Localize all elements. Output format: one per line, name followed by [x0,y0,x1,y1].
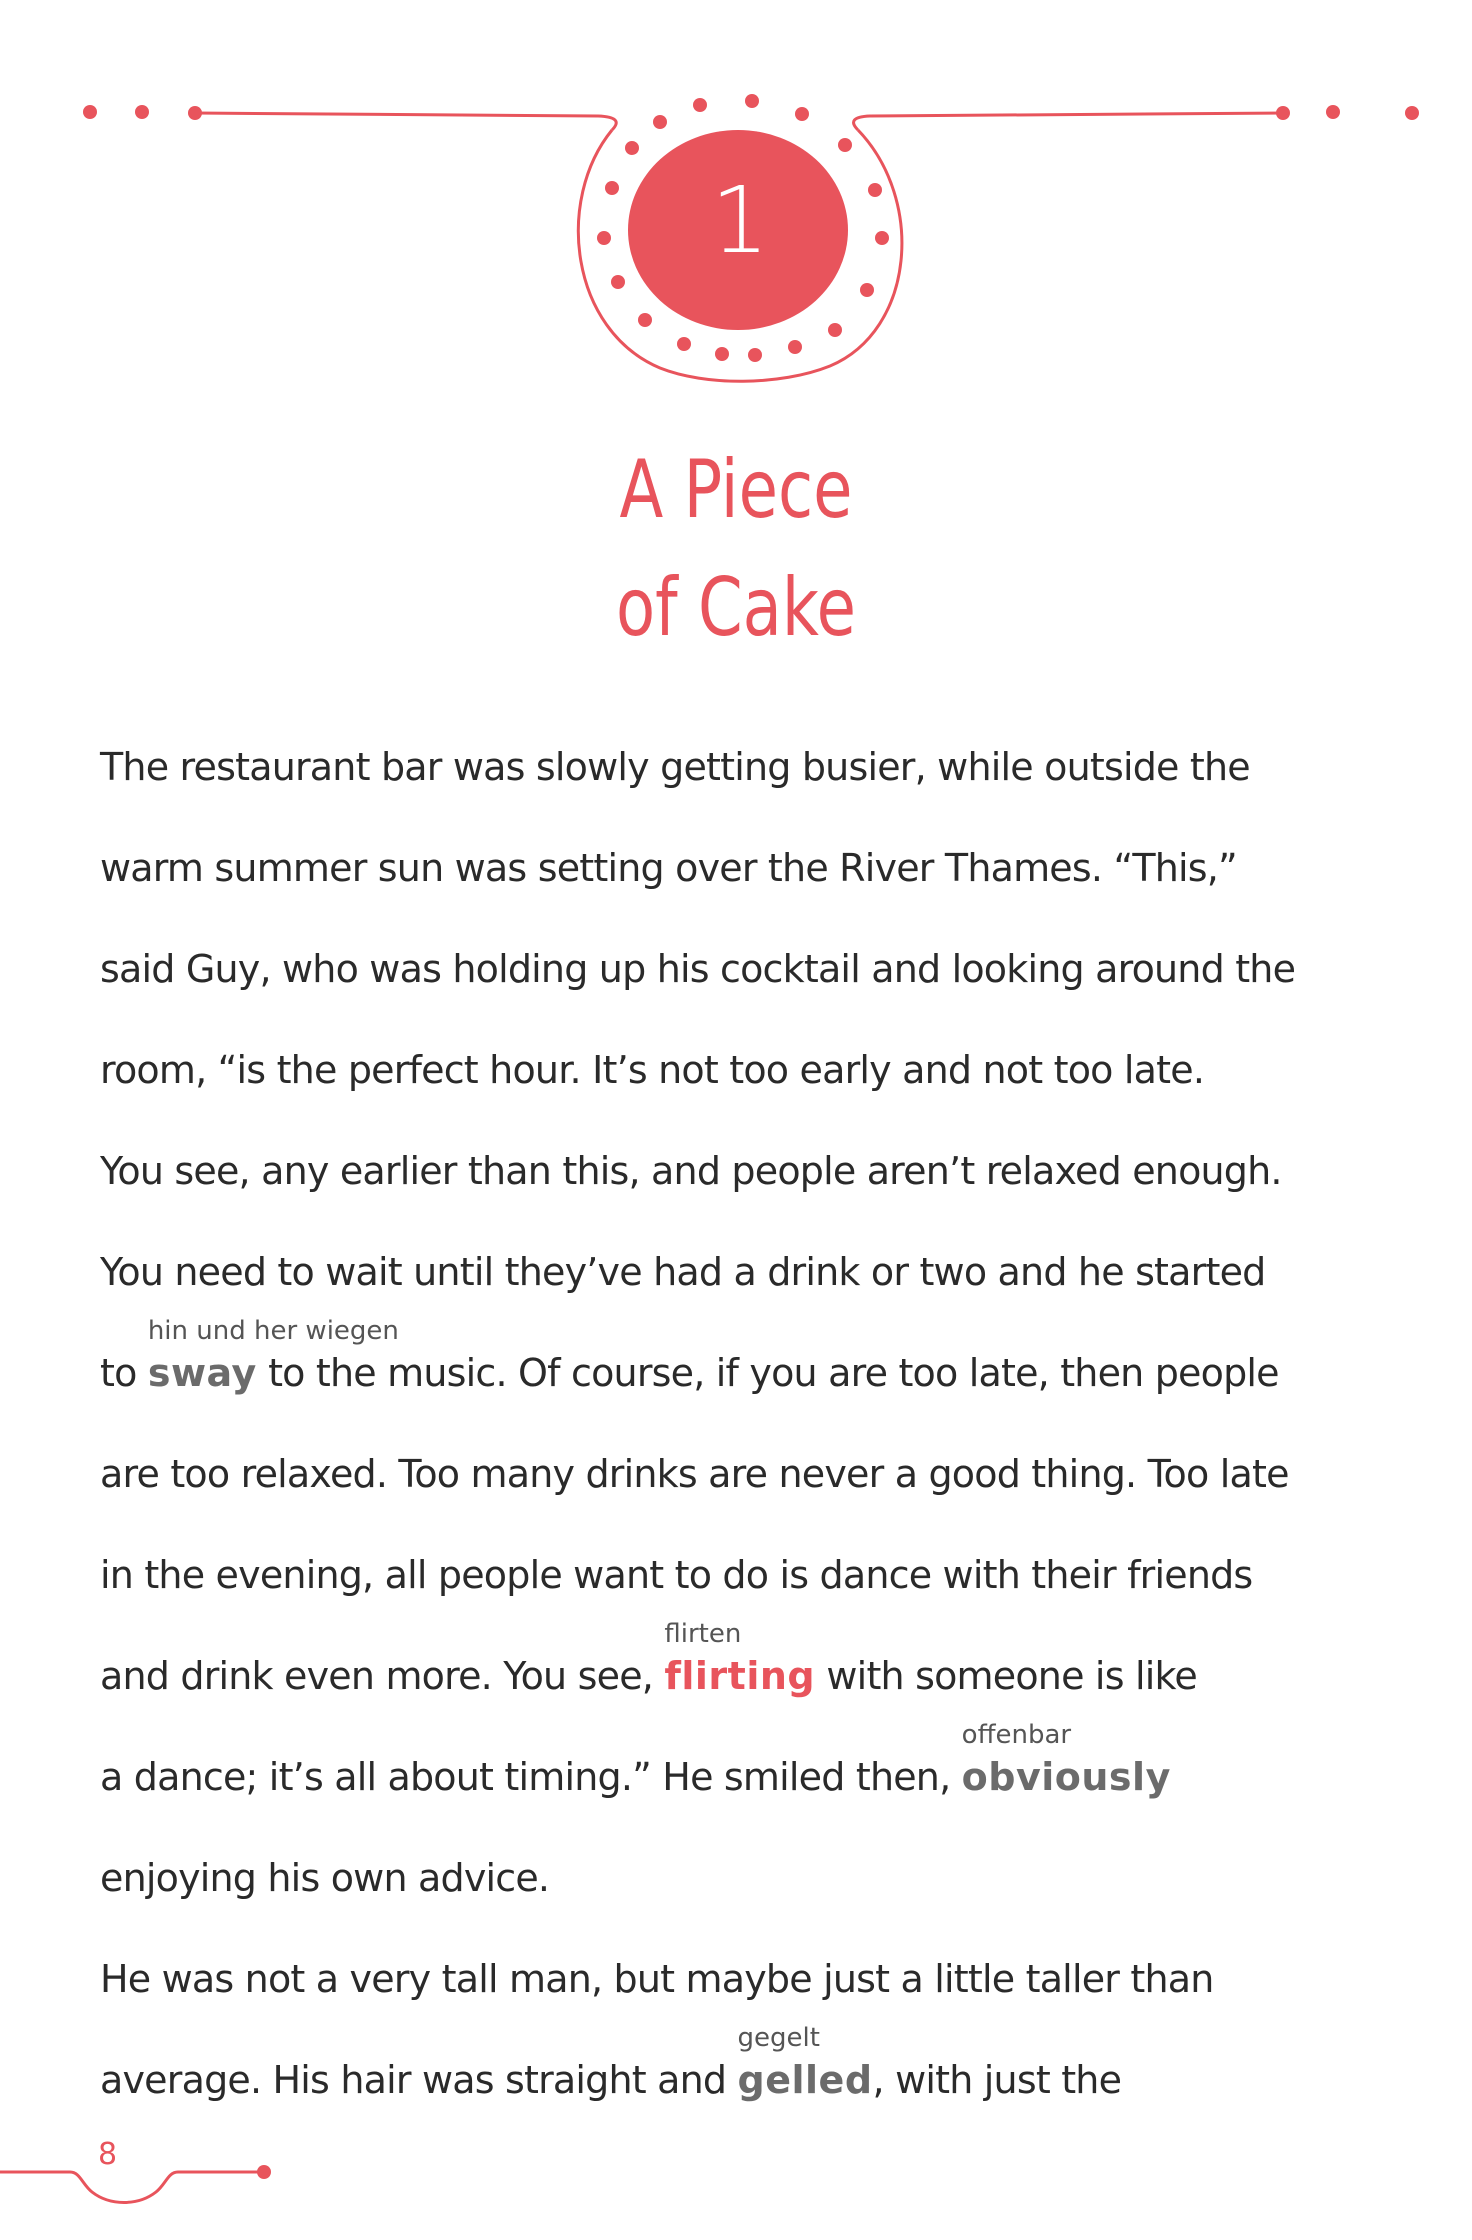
text-fragment: and drink even more. You see, [100,1654,665,1698]
ornament-dot [1326,105,1340,119]
text-fragment: , with just the [872,2058,1122,2102]
text-line: said Guy, who was holding up his cocktail and looking around the [100,947,1296,991]
paragraph [100,717,1400,1929]
vocab-gloss: flirten [664,1619,742,1649]
header-rule-left [195,113,616,130]
footer-rule [0,2172,262,2203]
vocab-term: sway [147,1351,257,1395]
vocab-term: obviously [961,1755,1171,1799]
vocab-gloss: hin und her wiegen [147,1316,399,1346]
text-line: He was not a very tall man, but maybe just a little taller than [100,1957,1214,2001]
text-line: You need to wait until they’ve had a drink or two and he started [100,1250,1266,1294]
text-line: warm summer sun was setting over the River Thames. “This,” [100,846,1237,890]
text-fragment: to the music. Of course, if you are too late, then people [256,1351,1279,1395]
text-fragment: a dance; it’s all about timing.” He smiled then, [100,1755,962,1799]
ornament-dot [83,105,97,119]
story-text [100,717,1400,2131]
text-line: enjoying his own advice. [100,1856,550,1900]
text-line: The restaurant bar was slowly getting busier, while outside the [100,745,1250,789]
text-line: You see, any earlier than this, and people aren’t relaxed enough. [100,1149,1282,1193]
vocab-word-sway [147,1316,399,1395]
vocab-term: flirting [664,1654,816,1698]
text-fragment: with someone is like [815,1654,1197,1698]
ornament-dot [1405,106,1419,120]
text-fragment: to [100,1351,148,1395]
vocab-gloss: gegelt [737,2023,820,2053]
footer-dot [257,2165,271,2179]
chapter-number: 1 [710,167,770,274]
text-line: are too relaxed. Too many drinks are never a good thing. Too late [100,1452,1289,1496]
text-line: room, “is the perfect hour. It’s not too early and not too late. [100,1048,1205,1092]
page-footer-ornament [0,2100,320,2210]
chapter-title-line-2: of Cake [615,561,857,654]
text-line [100,1619,1400,1727]
vocab-word-flirting [664,1619,816,1698]
vocab-word-obviously [961,1720,1171,1799]
vocab-term: gelled [737,2058,873,2102]
header-rule-right [854,113,1283,130]
page-number: 8 [98,2137,118,2172]
text-line [100,1720,1400,1828]
vocab-gloss: offenbar [961,1720,1072,1750]
ornament-dot [135,105,149,119]
text-line [100,1316,1400,1424]
vocab-word-gelled [737,2023,873,2102]
text-fragment: average. His hair was straight and [100,2058,738,2102]
chapter-title-line-1: A Piece [619,443,853,536]
text-line: in the evening, all people want to do is dance with their friends [100,1553,1253,1597]
